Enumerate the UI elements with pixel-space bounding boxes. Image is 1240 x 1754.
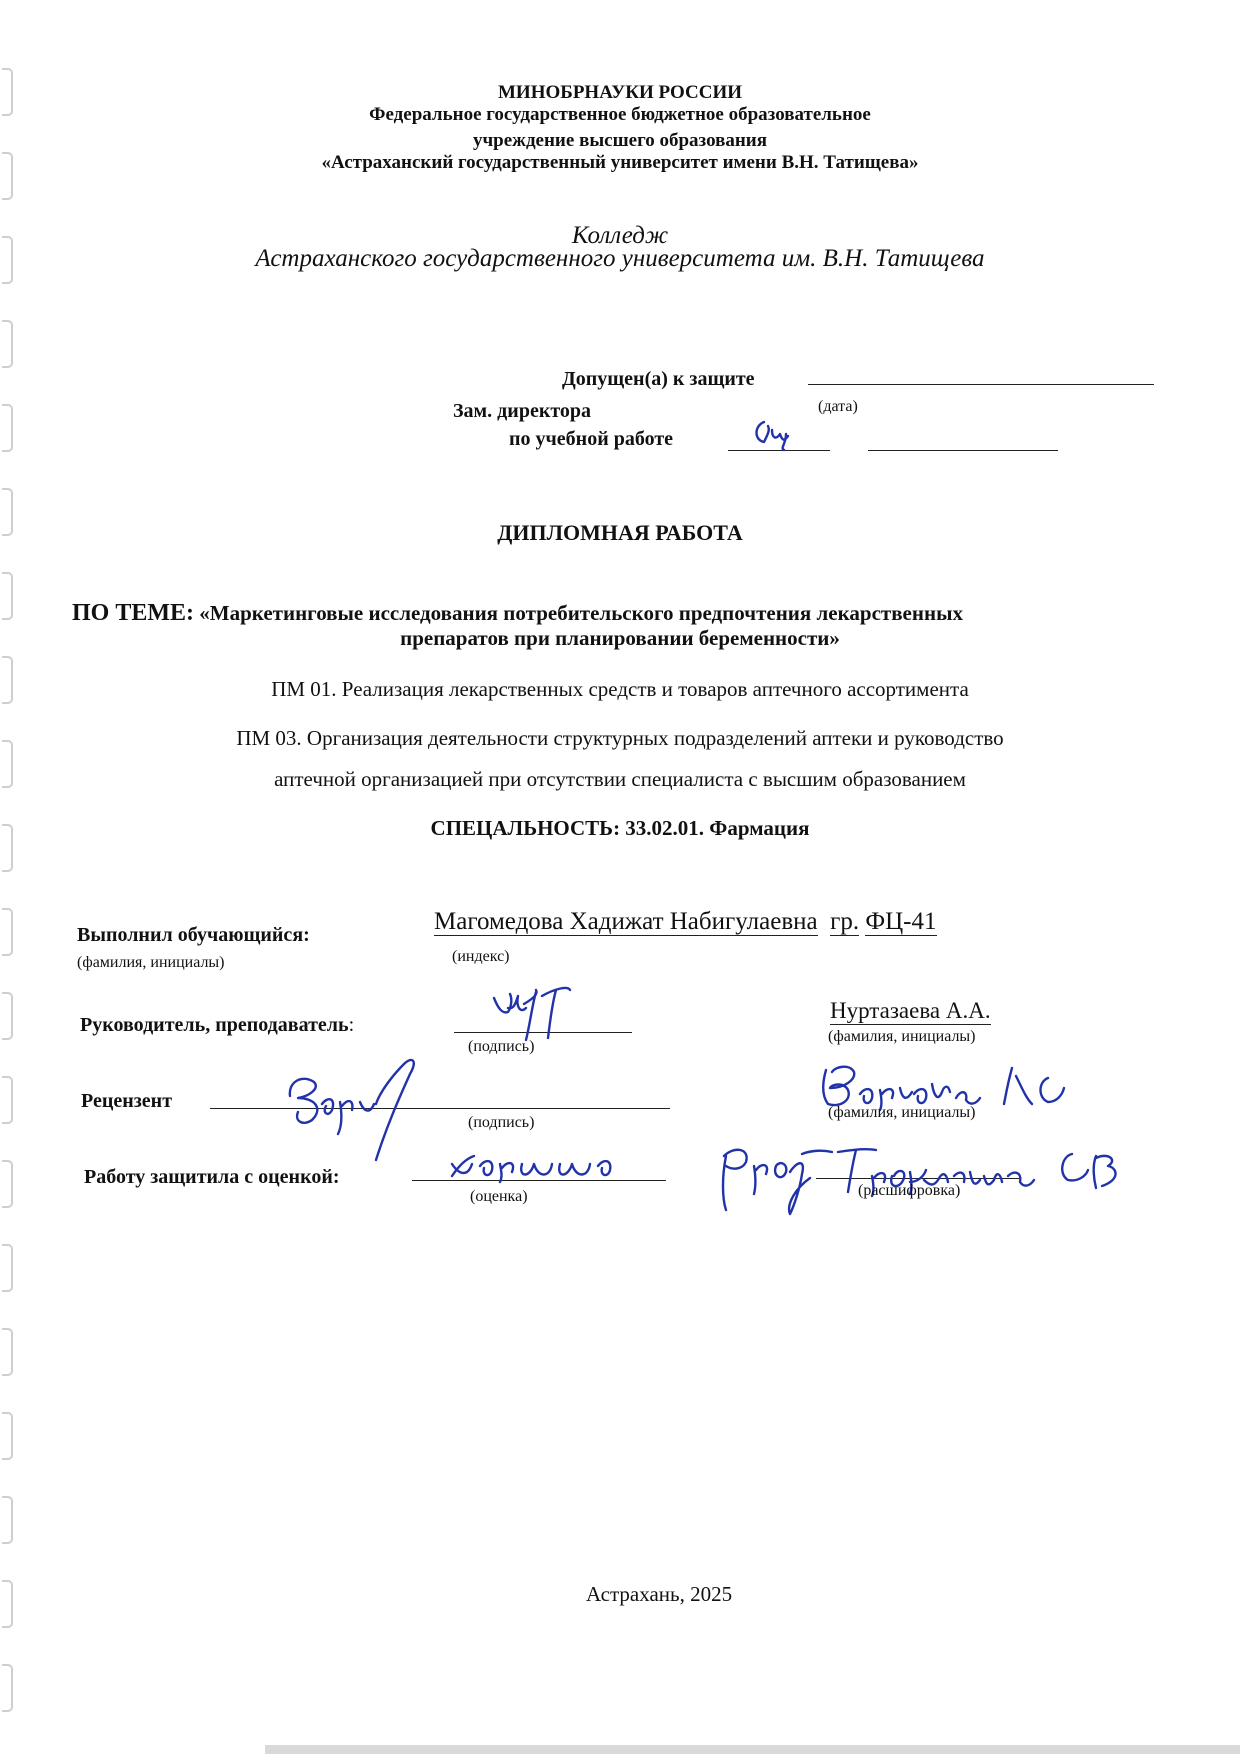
allowed-label: Допущен(а) к защите: [562, 368, 755, 390]
institution-line-1: Федеральное государственное бюджетное образовательное: [369, 104, 871, 125]
institution-line-3: «Астраханский государственный университет имени В.Н. Татищева»: [321, 152, 919, 173]
reviewer-signature-caption: (подпись): [468, 1114, 535, 1131]
supervisor-label-text: Руководитель, преподаватель: [80, 1014, 349, 1036]
decode-caption: (расшифровка): [858, 1182, 961, 1199]
specialty: СПЕЦАЛЬНОСТЬ: 33.02.01. Фармация: [430, 816, 810, 840]
college-line-1: Колледж: [571, 222, 669, 249]
grade-handwriting: [446, 1148, 616, 1182]
student-name-block: [434, 908, 937, 936]
reviewer-name-caption: (фамилия, инициалы): [828, 1104, 976, 1121]
student-name: Магомедова Хадижат Набигулаевна: [434, 908, 818, 935]
reviewer-signature-line: [210, 1108, 670, 1109]
module-pm01: ПМ 01. Реализация лекарственных средств и товаров аптечного ассортимента: [271, 677, 969, 701]
supervisor-signature: [486, 984, 576, 1042]
supervisor-name: Нуртазаева А.А.: [830, 998, 991, 1023]
topic-prefix: ПО ТЕМЕ:: [72, 600, 195, 626]
reviewer-label: Рецензент: [81, 1090, 173, 1112]
deputy-signature: [752, 416, 802, 452]
grade-caption: (оценка): [470, 1188, 528, 1205]
index-caption: (индекс): [452, 948, 510, 965]
student-label: Выполнил обучающийся:: [77, 924, 310, 946]
deputy-decode-line: [868, 450, 1058, 451]
group-number: ФЦ-41: [865, 908, 937, 935]
student-caption: (фамилия, инициалы): [77, 954, 225, 971]
defense-label: Работу защитила с оценкой:: [84, 1166, 340, 1188]
institution-line-2: учреждение высшего образования: [472, 130, 768, 151]
supervisor-name-caption: (фамилия, инициалы): [828, 1028, 976, 1045]
module-pm03-line-1: ПМ 03. Организация деятельности структурных подразделений аптеки и руководство: [236, 726, 1004, 750]
academic-work-label: по учебной работе: [509, 428, 674, 450]
reviewer-signature: [284, 1052, 434, 1164]
date-caption: (дата): [818, 398, 858, 415]
scan-edge: [265, 1745, 1240, 1754]
group-prefix: гр.: [830, 908, 860, 935]
supervisor-label: [80, 1014, 354, 1037]
document-type: ДИПЛОМНАЯ РАБОТА: [497, 520, 743, 545]
allowed-date-line: [808, 384, 1154, 385]
city-year: Астрахань, 2025: [586, 1582, 733, 1606]
topic-title-line-2: препаратов при планировании беременности»: [400, 626, 840, 650]
signer-handwriting: [716, 1136, 1128, 1216]
topic-line-1: [72, 600, 963, 627]
topic-title-line-1: «Маркетинговые исследования потребительского предпочтения лекарственных: [199, 601, 963, 625]
college-line-2: Астраханского государственного университета им. В.Н. Татищева: [255, 245, 985, 272]
supervisor-signature-caption: (подпись): [468, 1038, 535, 1055]
supervisor-colon: :: [348, 1014, 355, 1036]
deputy-label: Зам. директора: [453, 400, 592, 422]
ministry-title: МИНОБРНАУКИ РОССИИ: [497, 82, 743, 103]
module-pm03-line-2: аптечной организацией при отсутствии специалиста с высшим образованием: [274, 767, 966, 791]
